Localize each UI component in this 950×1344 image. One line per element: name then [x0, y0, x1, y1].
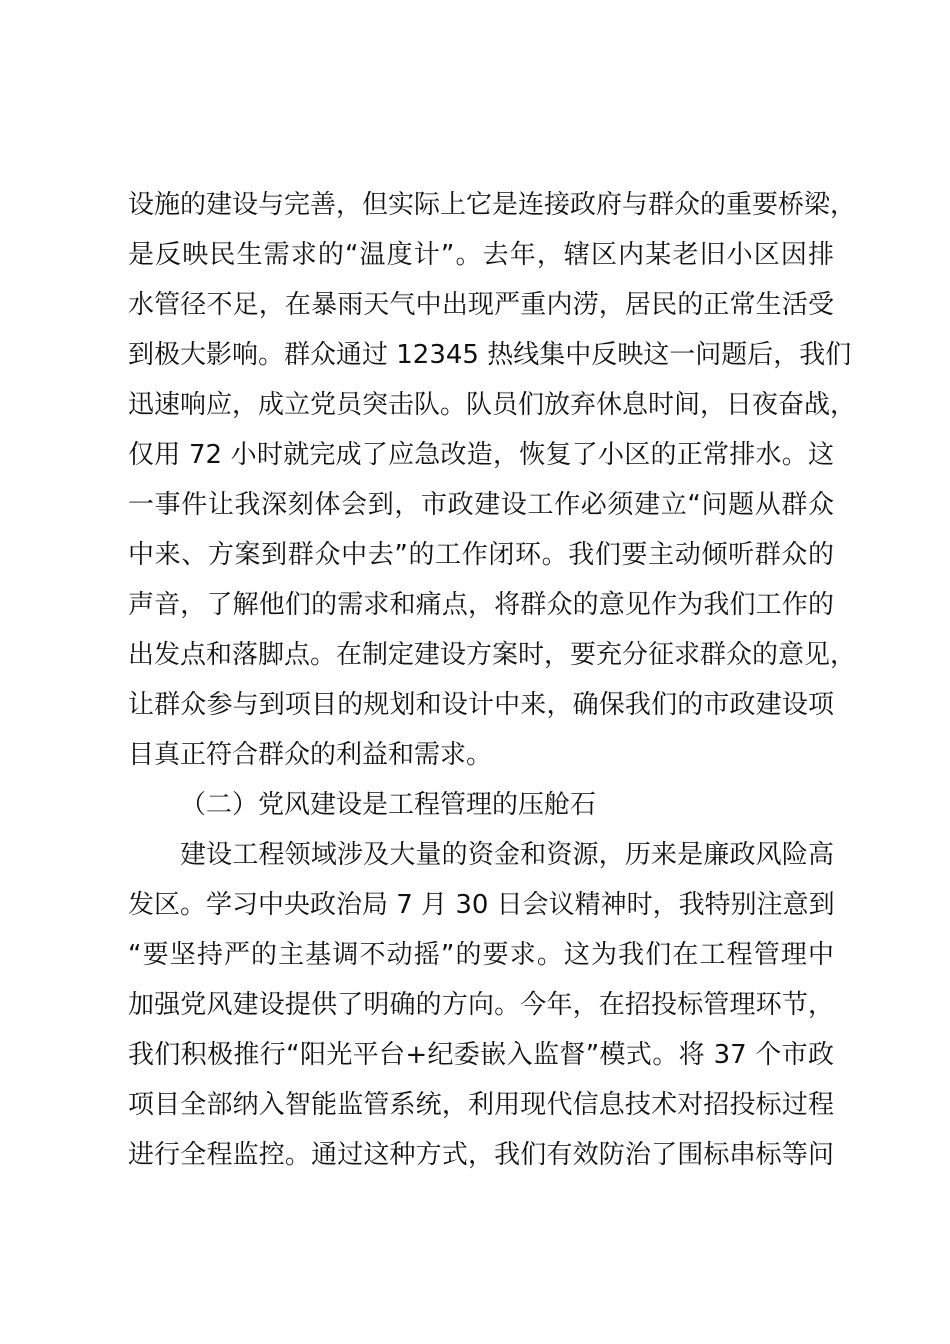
body-text-line: “要坚持严的主基调不动摇”的要求。这为我们在工程管理中 [128, 940, 834, 970]
body-text-line: 进行全程监控。通过这种方式，我们有效防治了围标串标等问 [128, 1140, 834, 1170]
body-text-line: 我们积极推行“阳光平台+纪委嵌入监督”模式。将 37 个市政 [128, 1040, 834, 1070]
body-text-line: 仅用 72 小时就完成了应急改造，恢复了小区的正常排水。这 [128, 440, 834, 470]
body-text-line: 是反映民生需求的“温度计”。去年，辖区内某老旧小区因排 [128, 240, 834, 270]
body-text-line: 中来、方案到群众中去”的工作闭环。我们要主动倾听群众的 [128, 540, 834, 570]
body-text-line: 声音，了解他们的需求和痛点，将群众的意见作为我们工作的 [128, 590, 834, 620]
body-text-line: 出发点和落脚点。在制定建设方案时，要充分征求群众的意见， [128, 640, 857, 670]
body-text-line: 项目全部纳入智能监管系统，利用现代信息技术对招投标过程 [128, 1090, 834, 1120]
body-text-line: 一事件让我深刻体会到，市政建设工作必须建立“问题从群众 [128, 490, 834, 520]
body-text-line: 建设工程领域涉及大量的资金和资源，历来是廉政风险高 [180, 840, 834, 870]
body-text-line: 设施的建设与完善，但实际上它是连接政府与群众的重要桥梁， [128, 190, 857, 220]
body-text-line: 迅速响应，成立党员突击队。队员们放弃休息时间，日夜奋战， [128, 390, 857, 420]
body-text-line: 目真正符合群众的利益和需求。 [128, 740, 493, 770]
body-text-line: 到极大影响。群众通过 12345 热线集中反映这一问题后，我们 [128, 340, 852, 370]
body-text-line: 水管径不足，在暴雨天气中出现严重内涝，居民的正常生活受 [128, 290, 834, 320]
body-text-line: 让群众参与到项目的规划和设计中来，确保我们的市政建设项 [128, 690, 834, 720]
section-heading: （二）党风建设是工程管理的压舱石 [180, 790, 597, 820]
body-text-line: 发区。学习中央政治局 7 月 30 日会议精神时，我特别注意到 [128, 890, 835, 920]
body-text-line: 加强党风建设提供了明确的方向。今年，在招投标管理环节， [128, 990, 834, 1020]
